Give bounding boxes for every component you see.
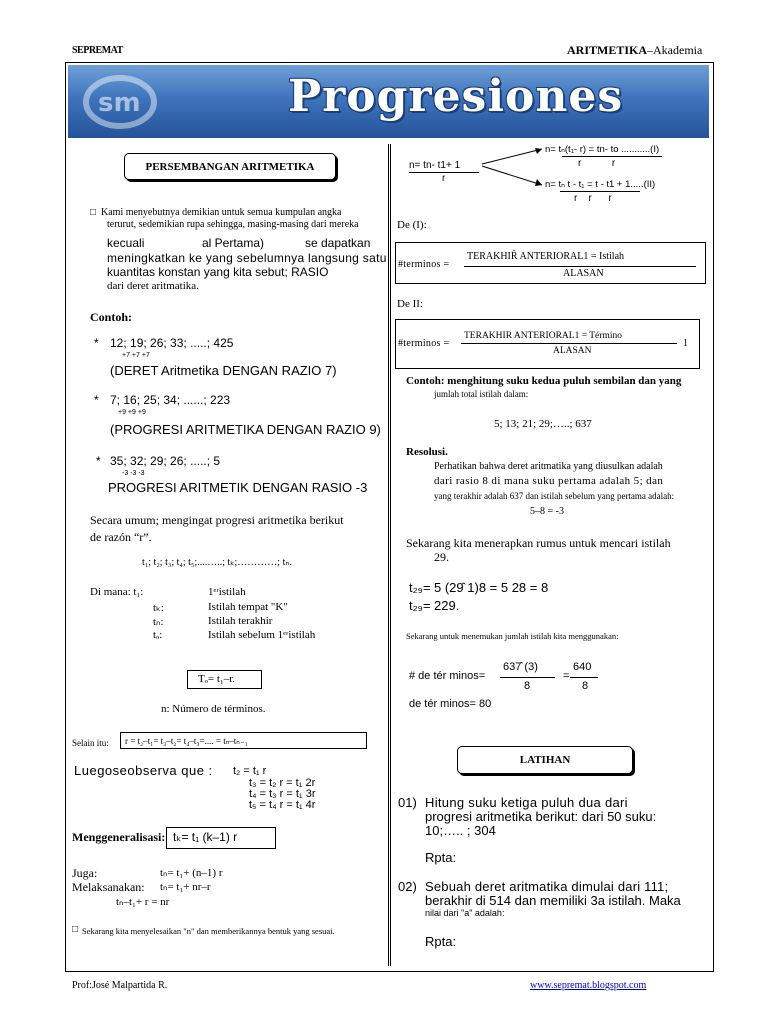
- banner-title: Progresiones: [288, 71, 624, 122]
- intro-a3: se dapatkan: [305, 236, 371, 250]
- q2-line-1: Sebuah deret aritmatika dimulai dari 111;: [425, 879, 669, 894]
- intro-a2: al Pertama): [202, 236, 265, 250]
- q2-number: 02): [398, 879, 417, 894]
- observe-3: t₄ = t₃ r = t₁ 3r: [249, 788, 316, 800]
- example-2-diffs: +9 +9 +9: [118, 409, 146, 416]
- dt-result: de tér minos= 80: [409, 698, 492, 710]
- banner: [68, 65, 709, 138]
- header-left: SEPREMAT: [72, 45, 123, 56]
- dt-bar: [500, 677, 555, 678]
- q1-line-1: Hitung suku ketiga puluh dua dari: [425, 795, 628, 810]
- branch-2: n= tₙ t - t₁ = t - t1 + 1.....(II): [545, 179, 656, 190]
- section-title-box: [124, 153, 336, 180]
- def-4-val: Istilah sebelum 1ᵉʳistilah: [208, 629, 316, 641]
- branch-arrows: [480, 140, 550, 200]
- branch-2-bar: [560, 191, 640, 192]
- formula-1-bar: [464, 266, 696, 267]
- de-ii-label: De II:: [397, 298, 423, 310]
- def-2-val: Istilah tempat "K": [208, 601, 288, 613]
- formula-2-plus: 1: [683, 338, 688, 349]
- example-1-note: (DERET Aritmetika DENGAN RAZIO 7): [110, 363, 337, 378]
- section-title: PERSEMBANGAN ARITMETIKA: [145, 160, 315, 173]
- res-eq: 5–8 = -3: [530, 506, 564, 517]
- resolusi-label: Resolusi.: [406, 446, 448, 458]
- intro-line-1: Kami menyebutnya demikian untuk semua kumpulan angka: [101, 207, 342, 218]
- generalize-label: Menggeneralisasi:: [72, 830, 166, 844]
- def-1-val: 1ᵉʳistilah: [208, 586, 246, 598]
- observe-1: t₂ = t₁ r: [233, 765, 267, 777]
- contoh-label: Contoh:: [90, 310, 133, 324]
- branch-2-den: r r r: [574, 193, 612, 204]
- q2-line-2: berakhir di 514 dan memiliki 3a istilah. Maka: [425, 893, 681, 908]
- q1-answer-label: Rpta:: [425, 850, 457, 865]
- res-3: yang terakhir adalah 637 dan istilah sebelum yang pertama adalah:: [434, 491, 675, 501]
- t29-line-1: t₂₉= 5 (29̂ 1)8 = 5 28 = 8: [409, 580, 549, 595]
- footer-author: Prof:José Malpartida R.: [72, 980, 168, 991]
- dt-label: # de tér minos=: [409, 670, 486, 682]
- count-note: Sekarang untuk menemukan jumlah istilah kita menggunakan:: [406, 631, 619, 641]
- formula-1-left: #terminos =: [398, 259, 450, 270]
- dt-num-2: 640: [573, 661, 592, 673]
- apply-2: 29.: [434, 550, 449, 564]
- footer-url-link[interactable]: www.sepremat.blogspot.com: [530, 980, 647, 991]
- example-1: 12; 19; 26; 33; .....; 425: [110, 336, 234, 350]
- sequence: t₁; t₂; t₃; t₄; t₅;....…..; tₖ;…………; tₙ.: [142, 557, 292, 568]
- contoh-seq: 5; 13; 21; 29;…..; 637: [494, 418, 592, 430]
- res-1: Perhatikan bahwa deret aritmatika yang diusulkan adalah: [434, 461, 663, 472]
- branch-1-den: r r: [578, 158, 616, 169]
- logo-text: sm: [98, 88, 141, 118]
- def-4-key: tₒ:: [153, 629, 163, 641]
- n-description: n: Número de términos.: [161, 703, 266, 715]
- example-2: 7; 16; 25; 34; ......; 223: [110, 393, 231, 407]
- def-3-key: tₙ:: [153, 616, 164, 628]
- example-3-note: PROGRESI ARITMETIK DENGAN RASIO -3: [108, 480, 368, 495]
- formula-2-left: #terminos =: [398, 338, 450, 349]
- def-3-val: Istilah terakhir: [208, 615, 273, 627]
- branch-1: n= tₙ(t₁- r) = tn- to ...........(I): [545, 144, 660, 155]
- formula-1-den: ALASAN: [563, 268, 604, 279]
- q2-line-3: nilai dari "a" adalah:: [425, 908, 505, 918]
- selain-formula: r = t₂–t₁= t₃–t₂= t₄–t₃=.... = tₙ–tₙ₋₁: [125, 736, 248, 746]
- q2-answer-label: Rpta:: [425, 934, 457, 949]
- bullet-icon: □: [90, 207, 97, 218]
- logo-icon: [80, 73, 200, 131]
- juga-label: Juga:: [72, 866, 98, 880]
- column-divider: [388, 144, 391, 966]
- dt-den-2: 8: [582, 680, 589, 692]
- final-bullet-icon: □: [72, 924, 79, 935]
- def-dimana: Di mana: t₁:: [90, 586, 144, 598]
- branch-1-bar: [562, 156, 662, 157]
- melaksanakan-formula: tₙ= t₁+ nr–r: [160, 881, 211, 893]
- observe-label: Luegoseobserva que :: [74, 763, 213, 778]
- star-3: *: [96, 454, 101, 468]
- example-3-diffs: -3 -3 -3: [122, 470, 145, 477]
- final-note: Sekarang kita menyelesaikan "n" dan memberikannya bentuk yang sesuai.: [82, 926, 335, 936]
- example-1-diffs: +7 +7 +7: [122, 352, 150, 359]
- contoh-sub: jumlah total istilah dalam:: [434, 389, 529, 399]
- dt-bar-2: [570, 677, 598, 678]
- melaksanakan-label: Melaksanakan:: [72, 880, 145, 894]
- def-2-key: tₖ:: [153, 602, 164, 614]
- res-2: dari rasio 8 di mana suku pertama adalah 5; dan: [434, 475, 664, 487]
- n-formula-den: r: [442, 173, 446, 184]
- q1-line-3: 10;….. ; 304: [425, 823, 496, 838]
- dt-eq: =: [563, 670, 570, 682]
- header-right: [567, 43, 702, 58]
- intro-c: kuantitas konstan yang kita sebut; RASIO: [107, 265, 329, 279]
- q1-line-2: progresi aritmetika berikut: dari 50 suku:: [425, 809, 657, 824]
- intro-a1: kecuali: [107, 236, 145, 250]
- observe-2: t₃ = t₂ r = t₁ 2r: [249, 777, 316, 789]
- star-2: *: [94, 393, 99, 407]
- formula-to: Tₒ= t₁–r.: [198, 673, 236, 685]
- intro-line-2: terurut, sedemikian rupa sehingga, masing-masing dari mereka: [107, 219, 359, 230]
- juga-formula: tₙ= t₁+ (n–1) r: [160, 867, 223, 879]
- example-2-note: (PROGRESI ARITMETIKA DENGAN RAZIO 9): [110, 422, 381, 437]
- latihan-title: LATIHAN: [519, 754, 571, 766]
- header-right-bold: ARITMETIKA: [567, 43, 648, 57]
- selain-label: Selain itu:: [72, 738, 109, 748]
- formula-2-num: TERAKHIR ANTERIORAL1 = Término: [464, 331, 622, 341]
- generalize-formula: tₖ= t₁ (k–1) r: [173, 830, 238, 844]
- de-i-label: De (I):: [397, 219, 427, 231]
- general-1: Secara umum; mengingat progresi aritmetika berikut: [90, 513, 344, 527]
- contoh-title: Contoh: menghitung suku kedua puluh sembilan dan yang: [406, 375, 682, 387]
- q1-number: 01): [398, 795, 417, 810]
- example-3: 35; 32; 29; 26; .....; 5: [110, 454, 221, 468]
- apply-1: Sekarang kita menerapkan rumus untuk mencari istilah: [406, 536, 671, 550]
- observe-4: t₅ = t₄ r = t₁ 4r: [249, 799, 316, 811]
- intro-d: dari deret aritmatika.: [107, 280, 199, 292]
- latihan-box: [457, 746, 633, 774]
- general-2: de razón “r”.: [90, 530, 152, 544]
- formula-2-den: ALASAN: [553, 346, 592, 356]
- n-formula-left: n= tn- t1+ 1: [409, 160, 461, 171]
- dt-den: 8: [524, 680, 531, 692]
- t29-line-2: t₂₉= 229.: [409, 598, 460, 613]
- melaksanakan-2: tₙ–t₁+ r = nr: [116, 896, 170, 908]
- header-right-normal: –Akademia: [647, 43, 703, 57]
- formula-1-num: TERAKHIR̃ ANTERIORAL1 = Istilah: [467, 251, 625, 262]
- formula-2-bar: [461, 343, 677, 344]
- star-1: *: [94, 336, 99, 350]
- intro-b: meningkatkan ke yang sebelumnya langsung satu: [107, 251, 387, 265]
- dt-num: 637̂ (3): [503, 661, 538, 673]
